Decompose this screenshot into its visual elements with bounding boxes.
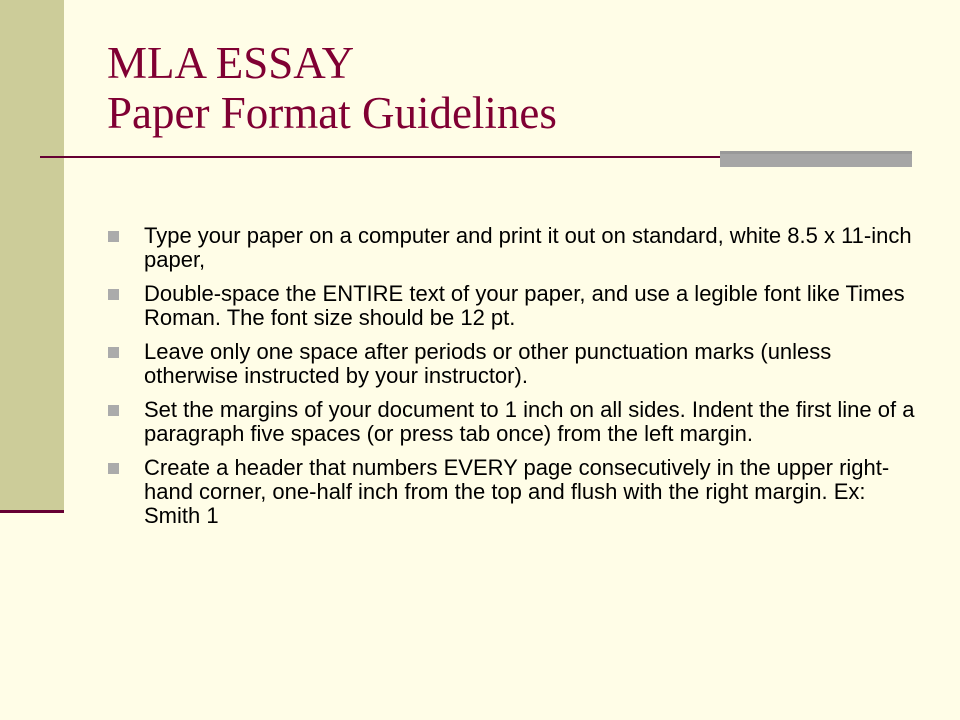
title-line-2: Paper Format Guidelines [107,88,557,138]
square-bullet-icon [108,463,119,474]
bullet-item [106,456,926,528]
bullet-list [106,224,926,538]
bullet-text: Leave only one space after periods or other punctuation marks (unless otherwise instructed by your instructor). [144,339,832,388]
square-bullet-icon [108,231,119,242]
bullet-text: Set the margins of your document to 1 inch on all sides. Indent the first line of a paragraph five spaces (or press tab once) from the left margin. [144,397,915,446]
bullet-text: Type your paper on a computer and print it out on standard, white 8.5 x 11-inch paper, [144,223,912,272]
square-bullet-icon [108,289,119,300]
title-accent-bar [720,151,912,167]
bullet-item [106,340,926,388]
bullet-item [106,398,926,446]
bullet-item [106,224,926,272]
sidebar-underline [0,510,64,513]
bullet-text: Double-space the ENTIRE text of your paper, and use a legible font like Times Roman. The font size should be 12 pt. [144,281,905,330]
square-bullet-icon [108,347,119,358]
bullet-item [106,282,926,330]
left-sidebar-band [0,0,64,512]
title-line-1: MLA ESSAY [107,38,355,88]
bullet-text: Create a header that numbers EVERY page consecutively in the upper right-hand corner, one-half inch from the top and flush with the right margin. Ex: Smith 1 [144,455,890,528]
square-bullet-icon [108,405,119,416]
slide-title [107,38,557,138]
